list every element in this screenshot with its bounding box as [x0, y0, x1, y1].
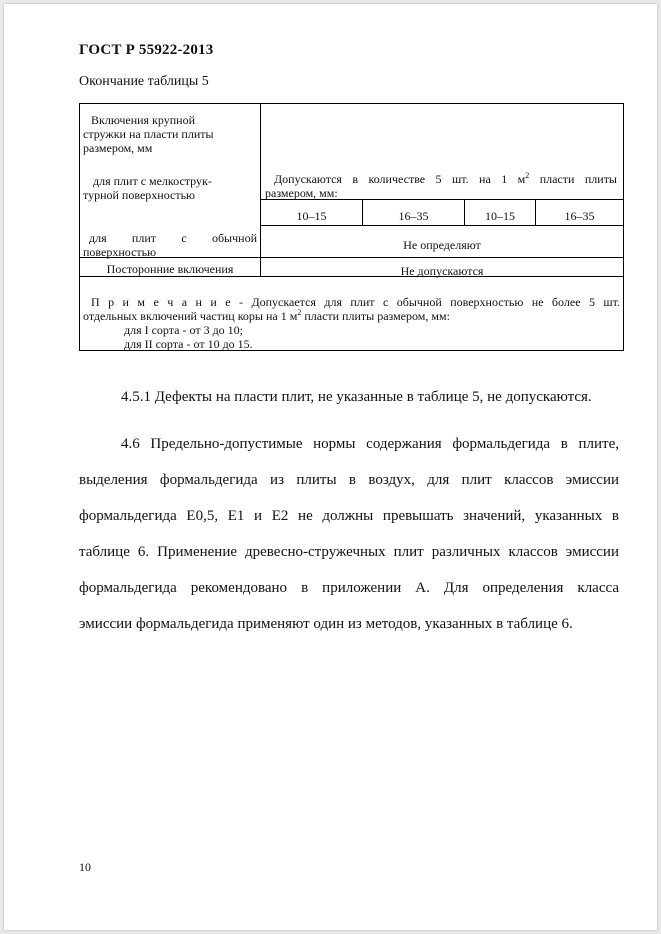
table-note: П р и м е ч а н и е - Допускается для плит с обычной поверхностью не более 5 шт. отдельных включений частиц коры на 1 $м^2$ пласти плиты размером, мм: для I сорта - от 3 до 10; для II сорта - от 10 до 15.: [83, 295, 620, 351]
size-range: 10–15: [485, 209, 515, 223]
table-continuation-caption: Окончание таблицы 5: [79, 74, 209, 89]
not-determined-text: Не определяют: [403, 238, 481, 252]
size-range: 10–15: [296, 209, 327, 223]
not-allowed-text: Не допускаются: [400, 264, 484, 278]
label-regular-surface: для плит с обычной поверхностью: [83, 231, 257, 259]
defects-table: [79, 103, 624, 351]
label-fine-surface: для плит с мелкострук- турной поверхностью: [83, 174, 212, 202]
standard-title: ГОСТ Р 55922-2013: [79, 42, 214, 58]
allowed-quantity-text: Допускаются в количестве 5 шт. на 1 $м^2$ пласти плиты размером, мм:: [265, 171, 617, 200]
label-foreign-inclusions: Посторонние включения: [106, 262, 234, 276]
size-range: 16–35: [564, 209, 595, 223]
paragraph-4-5-1: 4.5.1 Дефекты на пласти плит, не указанные в таблице 5, не допускаются.: [121, 389, 592, 405]
document-page: [4, 4, 657, 930]
paragraph-4-6: 4.6 Предельно-допустимые нормы содержания формальдегида в плите, выделения формальдегида из плиты в воздух, для плит классов эмиссии формальдегида Е0,5, Е1 и Е2 не должны превышать значений, указанных в таблице 6. Применение древесно-стружечных плит различных классов эмиссии формальдегида рекомендовано в приложении А. Для определения класса эмиссии формальдегида применяют один из методов, указанных в таблице 6.: [79, 436, 619, 632]
size-range: 16–35: [398, 209, 429, 223]
page-number: 10: [79, 860, 91, 874]
label-large-chips: Включения крупной стружки на пласти плиты размером, мм: [83, 113, 214, 155]
